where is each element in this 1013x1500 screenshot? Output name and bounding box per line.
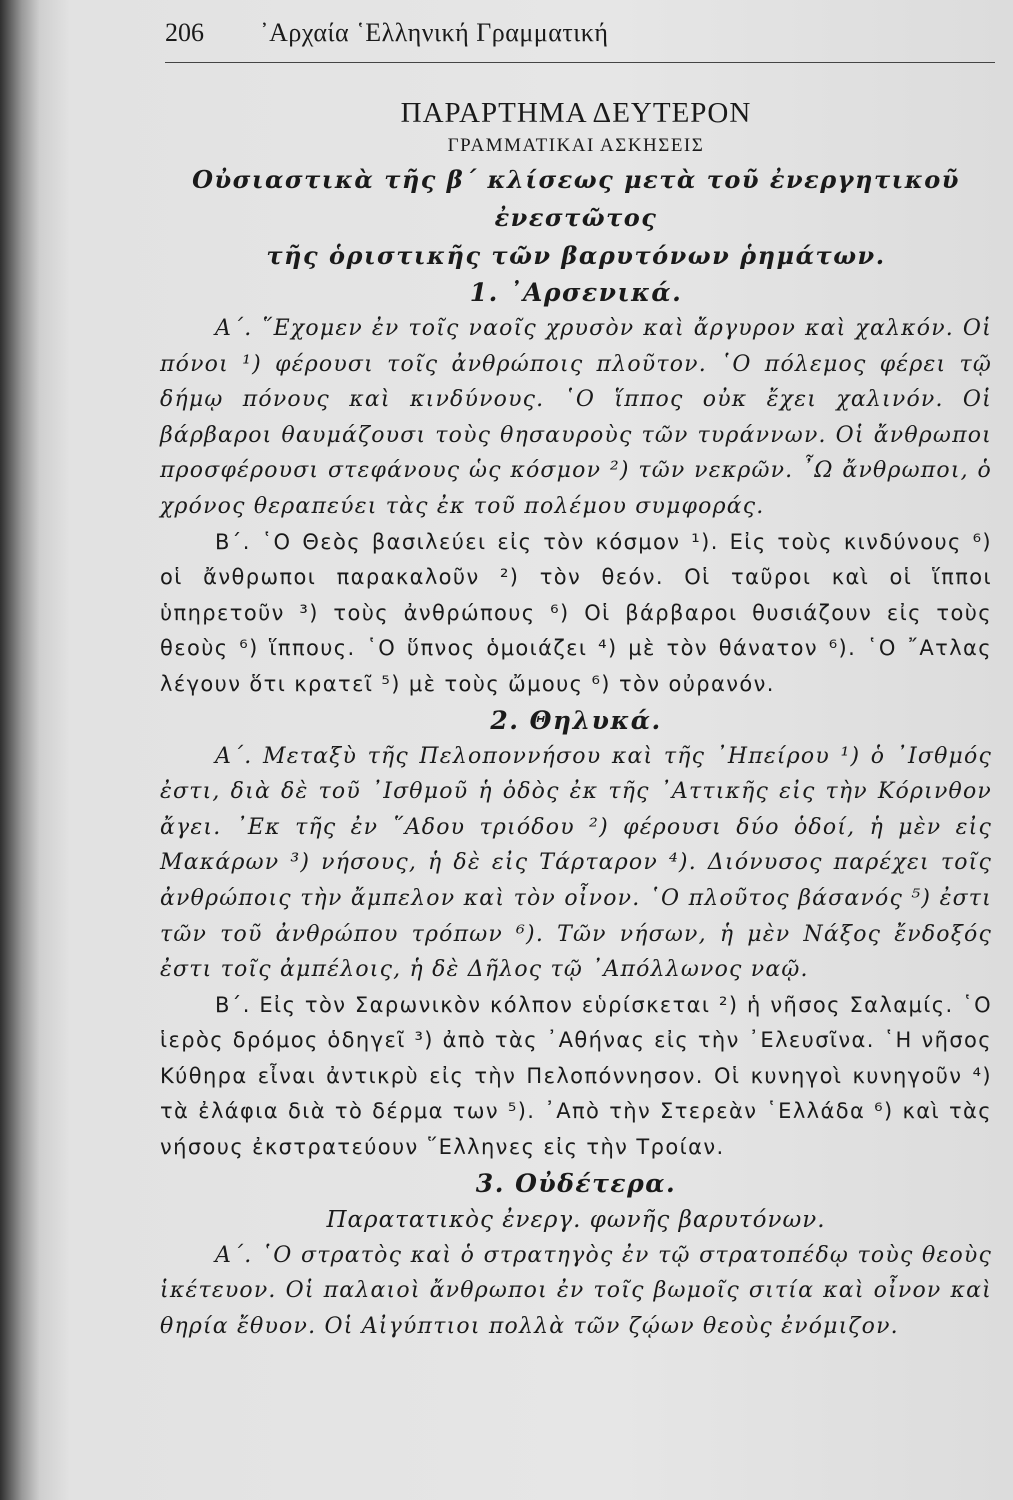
page-number: 206 <box>165 18 204 47</box>
feminine-exercise-b: Β΄. Εἰς τὸν Σαρωνικὸν κόλπον εὑρίσκεται ²) ἡ νῆσος Σαλαμίς. ῾Ο ἱερὸς δρόμος ὁδηγεῖ ³) ἀπὸ τὰς ᾿Αθήνας εἰς τὴν ᾿Ελευσῖνα. ῾Η νῆσος Κύθηρα εἶναι ἀντικρὺ εἰς τὴν Πελοπόννησον. Οἱ κυνηγοὶ κυνηγοῦν ⁴) τὰ ἐλάφια διὰ τὸ δέρμα των ⁵). ᾿Απὸ τὴν Στερεὰν ῾Ελλάδα ⁶) καὶ τὰς νήσους ἐκστρατεύουν ῞Ελληνες εἰς τὴν Τροίαν. <box>160 992 992 1160</box>
exercise-subtitle <box>160 161 992 275</box>
neuter-exercise-a: Α΄. ῾Ο στρατὸς καὶ ὁ στρατηγὸς ἐν τῷ στρατοπέδῳ τοὺς θεοὺς ἱκέτευον. Οἱ παλαιοὶ ἄνθρωποι ἐν τοῖς βωμοῖς σιτία καὶ οἶνον καὶ θηρία ἔθυον. Οἱ Αἰγύπτιοι πολλὰ τῶν ζῴων θεοὺς ἐνόμιζον. <box>160 1242 992 1339</box>
masculine-exercise-a: Α΄. ῞Εχομεν ἐν τοῖς ναοῖς χρυσὸν καὶ ἄργυρον καὶ χαλκόν. Οἱ πόνοι ¹) φέρουσι τοῖς ἀνθρώποις πλοῦτον. ῾Ο πόλεμος φέρει τῷ δήμῳ πόνους καὶ κινδύνους. ῾Ο ἵππος οὐκ ἔχει χαλινόν. Οἱ βάρβαροι θαυμάζουσι τοὺς θησαυροὺς τῶν τυράννων. Οἱ ἄνθρωποι προσφέρουσι στεφάνους ὡς κόσμον ²) τῶν νεκρῶν. ῏Ω ἄνθρωποι, ὁ χρόνος θεραπεύει τὰς ἐκ τοῦ πολέμου συμφοράς. <box>160 316 992 519</box>
running-title: ᾿Αρχαία ῾Ελληνική Γραμματική <box>260 18 609 47</box>
subtitle-line-1: Οὐσιαστικὰ τῆς β΄ κλίσεως μετὰ τοῦ ἐνεργητικοῦ ἐνεστῶτος <box>192 165 960 232</box>
subtitle-line-2: τῆς ὁριστικῆς τῶν βαρυτόνων ῥημάτων. <box>266 241 886 270</box>
page-content <box>160 95 992 1344</box>
feminine-exercise-a: Α΄. Μεταξὺ τῆς Πελοποννήσου καὶ τῆς ᾿Ηπείρου ¹) ὁ ᾿Ισθμός ἐστι, διὰ δὲ τοῦ ᾿Ισθμοῦ ἡ ὁδὸς ἐκ τῆς ᾿Αττικῆς εἰς τὴν Κόρινθον ἄγει. ᾿Εκ τῆς ἐν ῞Αδου τριόδου ²) φέρουσι δύο ὁδοί, ἡ μὲν εἰς Μακάρων ³) νήσους, ἡ δὲ εἰς Τάρταρον ⁴). Διόνυσος παρέχει τοῖς ἀνθρώποις τὴν ἄμπελον καὶ τὸν οἶνον. ῾Ο πλοῦτος βάσανός ⁵) ἐστι τῶν τοῦ ἀνθρώπου τρόπων ⁶). Τῶν νήσων, ἡ μὲν Νάξος ἔνδοξός ἐστι τοῖς ἀμπέλοις, ἡ δὲ Δῆλος τῷ ᾿Απόλλωνος ναῷ. <box>160 743 992 983</box>
heading-feminine: 2. Θηλυκά. <box>490 705 662 735</box>
neuter-subheading: Παρατατικὸς ἐνεργ. φωνῆς βαρυτόνων. <box>326 1206 826 1233</box>
page-header <box>165 18 995 63</box>
heading-masculine: 1. ᾿Αρσενικά. <box>469 278 683 307</box>
section-title: ΓΡΑΜΜΑΤΙΚΑΙ ΑΣΚΗΣΕΙΣ <box>447 135 705 156</box>
appendix-title: ΠΑΡΑΡΤΗΜΑ ΔΕΥΤΕΡΟΝ <box>400 97 752 129</box>
masculine-exercise-b: Β΄. ῾Ο Θεὸς βασιλεύει εἰς τὸν κόσμον ¹). Εἰς τοὺς κινδύνους ⁶) οἱ ἄνθρωποι παρακαλοῦν ²) τὸν θεόν. Οἱ ταῦροι καὶ οἱ ἵπποι ὑπηρετοῦν ³) τοὺς ἀνθρώπους ⁶) Οἱ βάρβαροι θυσιάζουν εἰς τοὺς θεοὺς ⁶) ἵππους. ῾Ο ὕπνος ὁμοιάζει ⁴) μὲ τὸν θάνατον ⁶). ῾Ο ῎Ατλας λέγουν ὅτι κρατεῖ ⁵) μὲ τοὺς ὤμους ⁶) τὸν οὐρανόν. <box>160 529 992 696</box>
heading-neuter: 3. Οὐδέτερα. <box>475 1168 677 1198</box>
